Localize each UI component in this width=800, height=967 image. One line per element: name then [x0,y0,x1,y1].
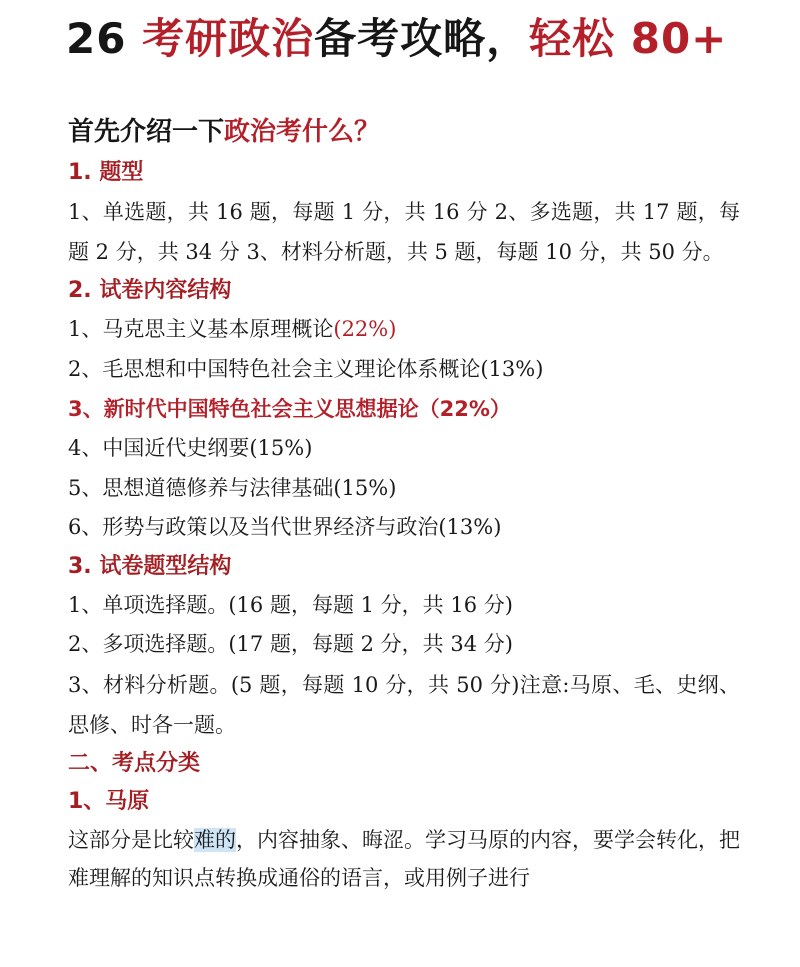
mayuan-paragraph [68,821,740,897]
section-heading-structure: 3. 试卷题型结构 [68,553,232,579]
title-middle: 备考攻略， [314,14,530,63]
intro-part1: 首先介绍一下 [68,117,225,147]
section-heading-types: 1. 题型 [68,160,144,185]
intro-heading [68,110,740,154]
content-item-6: 6、形势与政策以及当代世界经济与政治(13%) [68,515,502,539]
content-item-5: 5、思想道德修养与法律基础(15%) [68,475,397,500]
title-highlight: 考研政治 [142,14,315,63]
content-item-1-pct: (22%) [333,317,397,341]
content-item-1 [68,310,740,350]
section-heading-content: 2. 试卷内容结构 [68,278,232,303]
mayuan-para-post: ，内容抽象、晦涩。学习马原的内容，要学会转化，把难理解的知识点转换成通俗的语言，或用例子进行 [68,827,740,890]
highlighted-text: 难的 [194,827,236,852]
structure-item-2: 2、多项选择题。(17 题，每题 2 分，共 34 分) [68,632,513,656]
title-prefix: 26 [66,14,143,63]
structure-item-1: 1、单项选择题。(16 题，每题 1 分，共 16 分) [68,592,513,617]
section-heading-categories: 二、考点分类 [68,750,201,776]
intro-part2: 政治考什么？ [224,117,381,147]
structure-item-3: 3、材料分析题。(5 题，每题 10 分，共 50 分)注意:马原、毛、史纲、思修、时各一题。 [68,672,740,737]
types-paragraph: 1、单选题，共 16 题，每题 1 分，共 16 分 2、多选题，共 17 题，每题 2 分，共 34 分 3、材料分析题，共 5 题，每题 10 分，共 50 分。 [68,200,740,264]
mayuan-para-pre: 这部分是比较 [68,827,194,852]
subsection-heading-mayuan: 1、马原 [68,788,150,814]
page-title [66,6,727,66]
content-item-1-label: 1、马克思主义基本原理概论 [68,317,334,341]
content-item-4: 4、中国近代史纲要(15%) [68,436,313,460]
title-suffix: 轻松 80+ [529,14,728,63]
article-body [68,110,740,897]
content-item-2: 2、毛思想和中国特色社会主义理论体系概论(13%) [68,356,544,381]
content-item-3: 3、新时代中国特色社会主义思想据论（22%） [68,397,511,421]
